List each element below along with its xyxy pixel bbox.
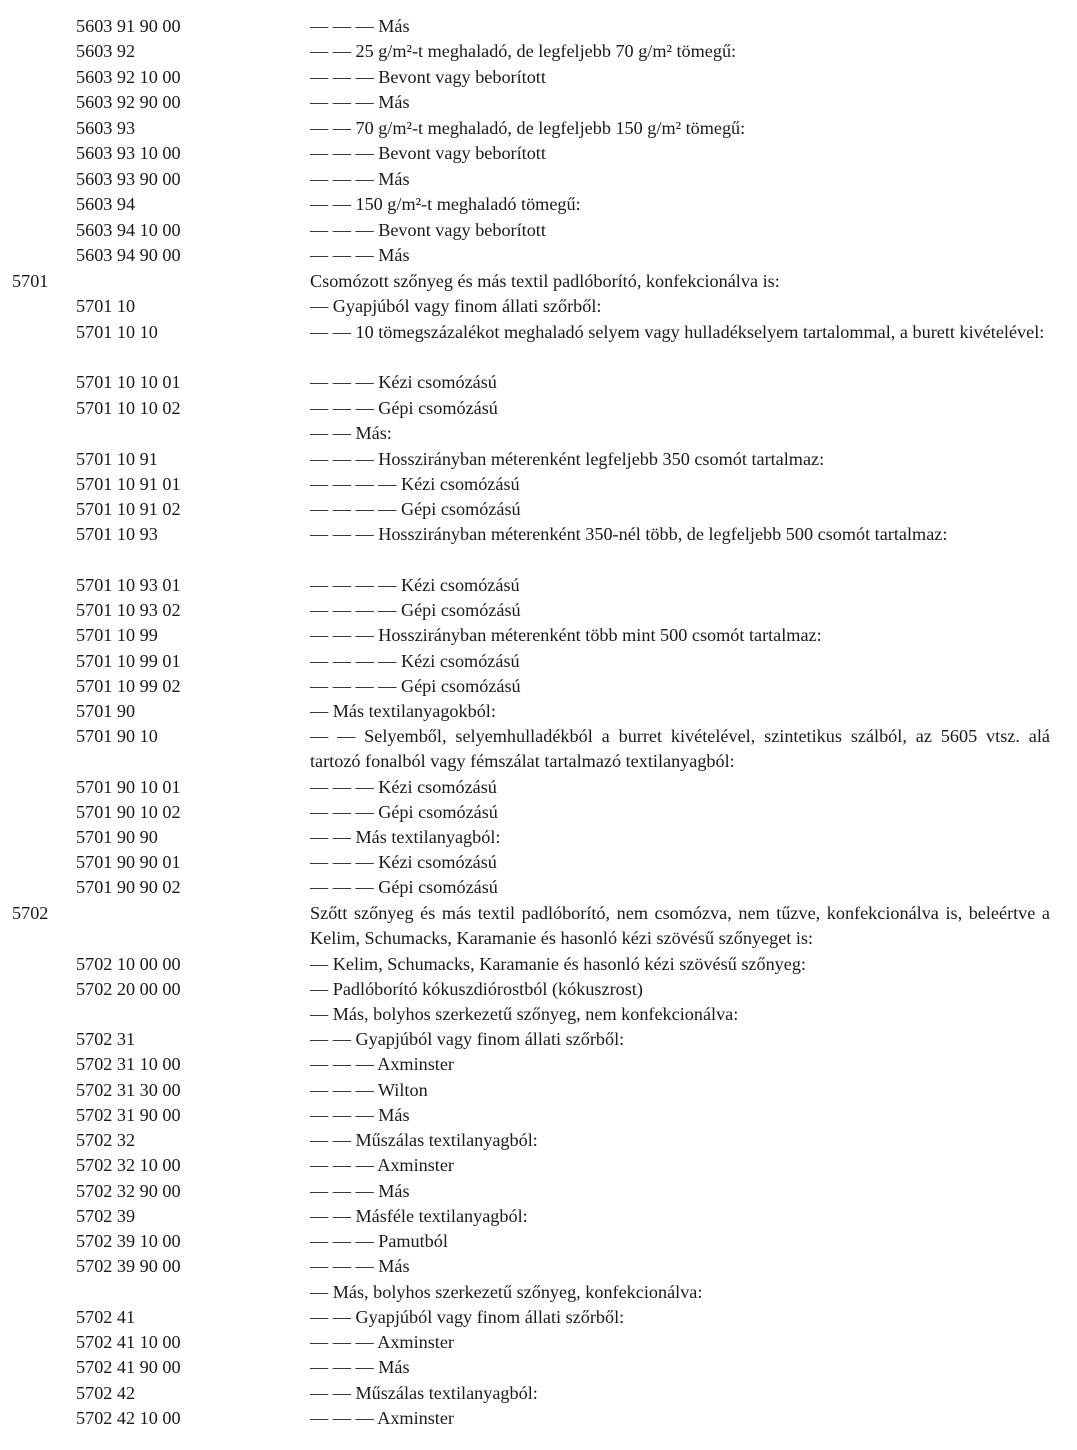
tariff-description: — — — Hosszirányban méterenként legfeljebb 350 csomót tartalmaz: [310,449,825,469]
tariff-code: 5701 10 10 01 [76,372,181,392]
tariff-code: 5603 92 [76,41,136,61]
tariff-description: — — Más textilanyagból: [310,827,501,847]
tariff-code: 5701 90 90 01 [76,852,181,872]
tariff-code: 5702 31 90 00 [76,1105,181,1125]
tariff-code: 5702 31 10 00 [76,1054,181,1074]
tariff-code: 5701 10 93 01 [76,575,181,595]
tariff-code: 5702 20 00 00 [76,979,181,999]
tariff-code: 5701 90 90 02 [76,877,181,897]
tariff-heading-code: 5702 [12,903,49,923]
tariff-description: — — 150 g/m²-t meghaladó tömegű: [310,194,581,214]
tariff-description: — — — Más [310,16,410,36]
tariff-description: — — — Más [310,245,410,265]
tariff-description: — — — Más [310,1256,410,1276]
tariff-code: 5702 42 [76,1383,136,1403]
tariff-heading-code: 5701 [12,271,49,291]
tariff-description: — — — Kézi csomózású [310,372,497,392]
tariff-description: — Más, bolyhos szerkezetű szőnyeg, konfekcionálva: [310,1282,703,1302]
tariff-description: — — — Bevont vagy beborított [310,220,546,240]
tariff-row [0,522,1077,573]
tariff-code: 5701 10 93 02 [76,600,181,620]
tariff-heading-description: Szőtt szőnyeg és más textil padlóborító, nem csomózva, nem tűzve, konfekcionálva is, beleértve a Kelim, Schumacks, Karamanie és hasonló kézi szövésű szőnyeget is: [310,903,1050,949]
tariff-description: — — Gyapjúból vagy finom állati szőrből: [310,1307,625,1327]
tariff-code: 5702 39 [76,1206,136,1226]
tariff-description: — — — Wilton [310,1080,428,1100]
tariff-description: — Kelim, Schumacks, Karamanie és hasonló kézi szövésű szőnyeg: [310,954,806,974]
tariff-code: 5603 94 10 00 [76,220,181,240]
tariff-code: 5701 10 99 [76,625,158,645]
tariff-code: 5701 90 10 01 [76,777,181,797]
tariff-description: — Padlóborító kókuszdiórostból (kókuszrost) [310,979,643,999]
tariff-description: — Gyapjúból vagy finom állati szőrből: [310,296,602,316]
tariff-description: — — — Kézi csomózású [310,852,497,872]
tariff-description: — — — Más [310,92,410,112]
tariff-heading-row [0,901,1077,952]
tariff-description: — — — — Gépi csomózású [310,600,521,620]
tariff-description: — — Gyapjúból vagy finom állati szőrből: [310,1029,625,1049]
tariff-description: — — — Gépi csomózású [310,877,498,897]
tariff-code: 5701 10 10 [76,322,158,342]
tariff-code: 5603 93 90 00 [76,169,181,189]
tariff-description: — — — Gépi csomózású [310,802,498,822]
tariff-description: — — Selyemből, selyemhulladékból a burret kivételével, szintetikus szálból, az 5605 vtsz. alá tartozó fonalból vagy fémszálat tartalmazó textilanyagból: [310,726,1050,772]
tariff-description: — — 10 tömegszázalékot meghaladó selyem vagy hulladékselyem tartalommal, a burett kivételével: [310,322,1045,342]
tariff-code: 5701 10 91 01 [76,474,181,494]
tariff-description: — — Más: [310,423,392,443]
tariff-code: 5701 10 10 02 [76,398,181,418]
tariff-description: — — — Axminster [310,1408,454,1428]
tariff-code: 5603 92 10 00 [76,67,181,87]
tariff-code: 5701 90 10 02 [76,802,181,822]
tariff-description: — — — — Kézi csomózású [310,575,520,595]
tariff-code: 5702 31 [76,1029,136,1049]
tariff-row [0,320,1077,371]
tariff-code: 5603 93 [76,118,136,138]
tariff-description: — — — — Kézi csomózású [310,474,520,494]
tariff-description: — — — Gépi csomózású [310,398,498,418]
tariff-description: — — — — Gépi csomózású [310,676,521,696]
tariff-code: 5701 90 90 [76,827,158,847]
tariff-description: — — — Más [310,169,410,189]
tariff-description: — Más, bolyhos szerkezetű szőnyeg, nem konfekcionálva: [310,1004,739,1024]
tariff-code: 5702 42 10 00 [76,1408,181,1428]
tariff-description: — — — Hosszirányban méterenként több mint 500 csomót tartalmaz: [310,625,822,645]
tariff-code: 5603 93 10 00 [76,143,181,163]
tariff-row [0,724,1077,775]
tariff-code: 5702 39 90 00 [76,1256,181,1276]
tariff-code: 5701 90 [76,701,136,721]
tariff-description: — — — — Kézi csomózású [310,651,520,671]
tariff-description: — — 25 g/m²-t meghaladó, de legfeljebb 70 g/m² tömegű: [310,41,737,61]
tariff-code: 5603 94 [76,194,136,214]
tariff-description: — Más textilanyagokból: [310,701,496,721]
tariff-code: 5702 32 10 00 [76,1155,181,1175]
tariff-description: — — — Axminster [310,1332,454,1352]
tariff-code: 5701 90 10 [76,726,158,746]
tariff-description: — — Műszálas textilanyagból: [310,1383,538,1403]
tariff-description: — — — Axminster [310,1155,454,1175]
tariff-code: 5701 10 91 [76,449,158,469]
tariff-code: 5701 10 99 02 [76,676,181,696]
tariff-description: — — — Más [310,1181,410,1201]
tariff-description: — — — Más [310,1105,410,1125]
tariff-code: 5702 32 90 00 [76,1181,181,1201]
tariff-code: 5702 31 30 00 [76,1080,181,1100]
tariff-description: — — — Más [310,1357,410,1377]
tariff-code: 5702 10 00 00 [76,954,181,974]
tariff-description: — — — Axminster [310,1054,454,1074]
tariff-code: 5701 10 99 01 [76,651,181,671]
tariff-code: 5701 10 91 02 [76,499,181,519]
tariff-code: 5702 39 10 00 [76,1231,181,1251]
tariff-description: — — — — Gépi csomózású [310,499,521,519]
tariff-description: — — Műszálas textilanyagból: [310,1130,538,1150]
tariff-description: — — — Hosszirányban méterenként 350-nél több, de legfeljebb 500 csomót tartalmaz: [310,524,948,544]
tariff-description: — — Másféle textilanyagból: [310,1206,528,1226]
tariff-code: 5702 32 [76,1130,136,1150]
tariff-code: 5701 10 93 [76,524,158,544]
tariff-code: 5603 92 90 00 [76,92,181,112]
tariff-description: — — — Bevont vagy beborított [310,143,546,163]
tariff-code: 5603 91 90 00 [76,16,181,36]
tariff-heading-description: Csomózott szőnyeg és más textil padlóborító, konfekcionálva is: [310,271,780,291]
tariff-description: — — — Kézi csomózású [310,777,497,797]
tariff-code: 5702 41 90 00 [76,1357,181,1377]
tariff-description: — — — Pamutból [310,1231,448,1251]
tariff-code: 5603 94 90 00 [76,245,181,265]
tariff-description: — — — Bevont vagy beborított [310,67,546,87]
tariff-code: 5701 10 [76,296,136,316]
tariff-description: — — 70 g/m²-t meghaladó, de legfeljebb 150 g/m² tömegű: [310,118,746,138]
tariff-code: 5702 41 10 00 [76,1332,181,1352]
tariff-code: 5702 41 [76,1307,136,1327]
